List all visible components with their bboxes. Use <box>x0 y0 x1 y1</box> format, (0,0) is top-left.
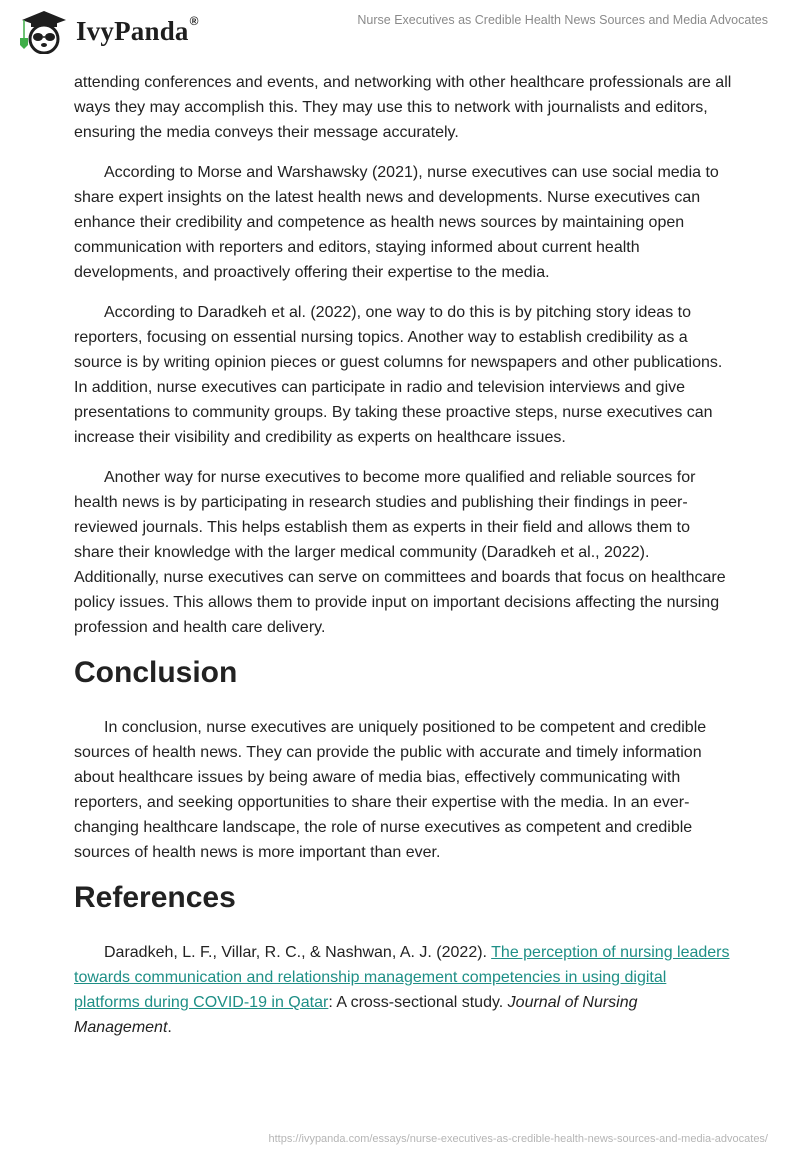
reference-entry <box>74 940 734 1040</box>
page-header <box>0 0 800 60</box>
ivypanda-logo[interactable] <box>18 8 199 54</box>
brand-name: IvyPanda® <box>76 13 199 46</box>
reference-subtitle: : A cross-sectional study. <box>328 994 508 1011</box>
conclusion-heading: Conclusion <box>74 656 238 689</box>
essay-body <box>74 70 734 1055</box>
body-paragraph: attending conferences and events, and networking with other healthcare professionals are all ways they may accomplish this. They may use this to network with journalists and editors, ensuring the media conveys their message accurately. <box>74 74 732 141</box>
document-title: Nurse Executives as Credible Health News Sources and Media Advocates <box>357 13 768 27</box>
panda-graduate-icon <box>18 8 68 54</box>
body-paragraph: Another way for nurse executives to become more qualified and reliable sources for health news is by participating in research studies and publishing their findings in peer-reviewed journals. This helps establish them as experts in their field and allows them to share their knowledge with the larger medical community (Daradkeh et al., 2022). Additionally, nurse executives can serve on committees and boards that focus on healthcare policy issues. This allows them to provide input on important decisions affecting the nursing profession and health care delivery. <box>74 469 726 636</box>
reference-authors: Daradkeh, L. F., Villar, R. C., & Nashwan, A. J. (2022). <box>104 944 492 961</box>
source-url: https://ivypanda.com/essays/nurse-executives-as-credible-health-news-sources-and-media-advocates/ <box>268 1133 768 1145</box>
references-heading: References <box>74 881 236 914</box>
registered-mark: ® <box>189 13 199 28</box>
conclusion-paragraph: In conclusion, nurse executives are uniquely positioned to be competent and credible sources of health news. They can provide the public with accurate and timely information about healthcare issues by being aware of media bias, effectively communicating with reporters, and seeking opportunities to share their expertise with the media. In an ever-changing healthcare landscape, the role of nurse executives as competent and credible sources of health news is more important than ever. <box>74 719 707 861</box>
body-paragraph: According to Morse and Warshawsky (2021), nurse executives can use social media to share expert insights on the latest health news and developments. Nurse executives can enhance their credibility and competence as health news sources by maintaining open communication with reporters and editors, staying informed about current health developments, and proactively offering their expertise to the media. <box>74 164 719 281</box>
reference-link[interactable]: The perception of nursing leaders towards communication and relationship management competencies in using digital platforms during COVID-19 in Qatar <box>74 944 730 1011</box>
reference-end: . <box>167 1019 172 1036</box>
reference-journal: Journal of Nursing Management <box>74 994 638 1036</box>
body-paragraph: According to Daradkeh et al. (2022), one way to do this is by pitching story ideas to reporters, focusing on essential nursing topics. Another way to establish credibility as a source is by writing opinion pieces or guest columns for newspapers and other publications. In addition, nurse executives can participate in radio and television interviews and give presentations to community groups. By taking these proactive steps, nurse executives can increase their visibility and credibility as experts on healthcare issues. <box>74 304 723 446</box>
